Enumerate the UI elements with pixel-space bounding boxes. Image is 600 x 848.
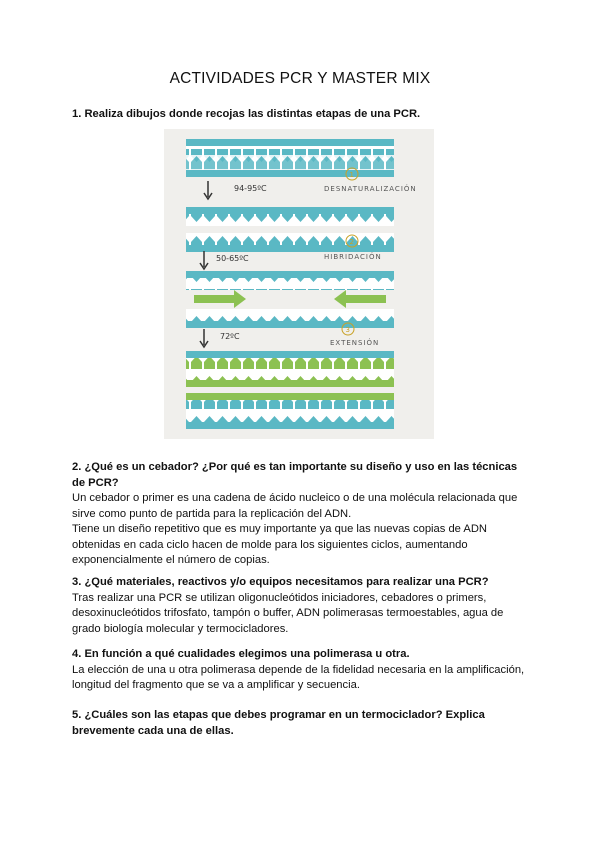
- step-number-2: 2: [349, 238, 354, 246]
- question-4-answer-line-2: longitud del fragmento que se va a amplificar y secuencia.: [72, 679, 360, 691]
- question-5: [72, 708, 532, 739]
- dna-extension-copy-2: [186, 393, 394, 429]
- pcr-drawing-photo: [164, 129, 434, 439]
- arrow-down-icon: [200, 251, 208, 269]
- question-3-answer-line-2: desoxinucleótidos trifosfato, tampón o buffer, ADN polimerasas termoestables, agua de: [72, 607, 504, 619]
- page-title: ACTIVIDADES PCR Y MASTER MIX: [169, 70, 431, 87]
- question-1: [72, 107, 532, 123]
- question-4-answer-line-1: La elección de una u otra polimerasa depende de la fidelidad necesaria en la amplificación,: [72, 663, 525, 676]
- pcr-stages-drawing: [164, 129, 434, 439]
- temp-label-2: 50-65ºC: [216, 254, 249, 263]
- question-4: [72, 647, 532, 694]
- dna-extension-copy-1: [186, 351, 394, 387]
- question-2-heading-line-1: 2. ¿Qué es un cebador? ¿Por qué es tan importante su diseño y uso en las técnicas: [72, 461, 518, 473]
- question-2-heading-line-2: de PCR?: [72, 476, 119, 489]
- dna-double-strand-initial: [186, 139, 394, 177]
- question-2-answer-line-5: exponencialmente el número de copias.: [72, 554, 270, 566]
- question-3: [72, 575, 532, 637]
- arrow-down-icon: [200, 329, 208, 347]
- primer-forward: [194, 290, 246, 308]
- dna-hybridization: [186, 271, 394, 328]
- question-3-answer-line-3: grado biología molecular y termocicladores.: [72, 622, 289, 635]
- question-3-heading: 3. ¿Qué materiales, reactivos y/o equipos necesitamos para realizar una PCR?: [72, 576, 489, 588]
- temp-label-1: 94-95ºC: [234, 184, 267, 193]
- question-2-answer-line-1: Un cebador o primer es una cadena de ácido nucleico o de una molécula relacionada que: [72, 492, 518, 504]
- dna-denatured-strands: [186, 207, 394, 252]
- question-4-heading: 4. En función a qué cualidades elegimos una polimerasa u otra.: [72, 648, 410, 660]
- step-label-2: HIBRIDACIÓN: [324, 253, 382, 261]
- temp-label-3: 72ºC: [220, 332, 240, 341]
- step-label-3: EXTENSIÓN: [330, 339, 380, 347]
- step-number-1: 1: [349, 171, 354, 179]
- primer-reverse: [334, 290, 386, 308]
- question-5-heading-line-2: brevemente cada una de ellas.: [72, 724, 234, 737]
- question-2-answer-line-2: sirve como punto de partida para la replicación del ADN.: [72, 507, 352, 520]
- question-2: [72, 460, 532, 569]
- question-2-answer-line-3: Tiene un diseño repetitivo que es muy importante ya que las nuevas copias de ADN: [72, 523, 488, 535]
- question-1-heading: 1. Realiza dibujos donde recojas las distintas etapas de una PCR.: [72, 108, 421, 120]
- arrow-down-icon: [204, 181, 212, 199]
- step-number-3: 3: [345, 326, 350, 334]
- question-3-answer-line-1: Tras realizar una PCR se utilizan oligonucleótidos iniciadores, cebadores o primers,: [72, 591, 487, 604]
- question-5-heading-line-1: 5. ¿Cuáles son las etapas que debes programar en un termociclador? Explica: [72, 709, 485, 721]
- step-label-1: DESNATURALIZACIÓN: [324, 185, 417, 193]
- question-2-answer-line-4: obtenidas en cada ciclo hacen de molde para los siguientes ciclos, aumentando: [72, 538, 468, 551]
